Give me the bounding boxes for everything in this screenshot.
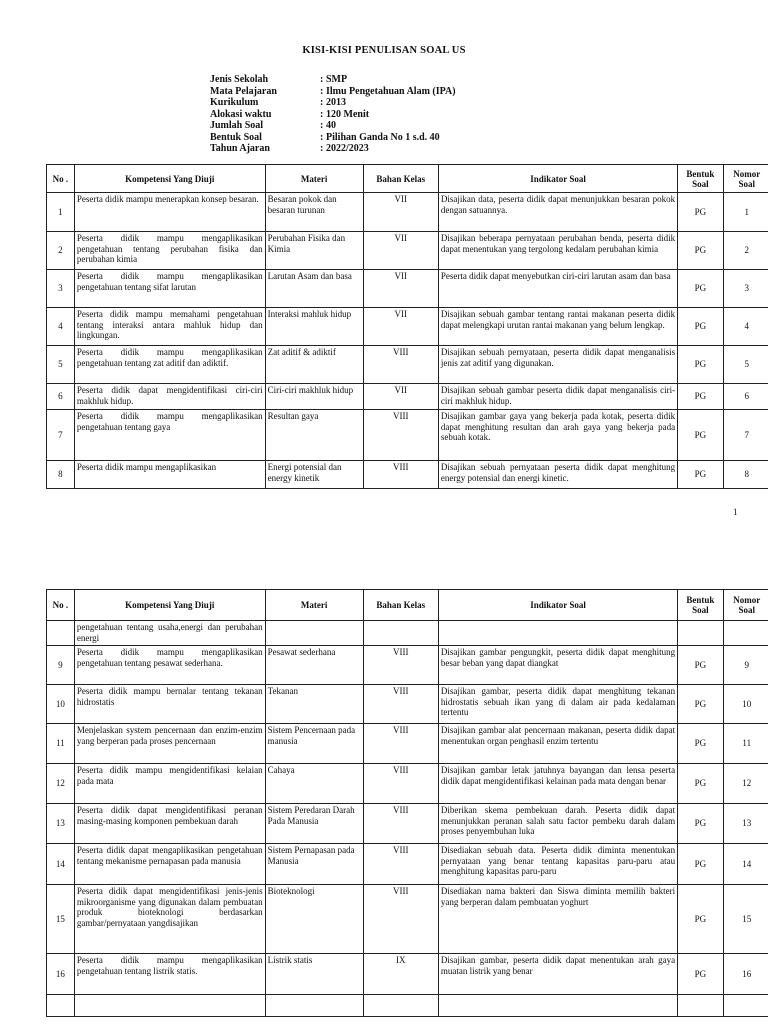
cell-materi: Larutan Asam dan basa xyxy=(265,270,363,308)
table-row xyxy=(47,270,768,308)
table-row xyxy=(47,308,768,346)
cell-kelas: VII xyxy=(363,193,438,232)
cell-kompetensi: Peserta didik mampu memahami pengetahuan tentang interaksi antara mahluk hidup dan lingkungan. xyxy=(74,308,265,346)
header-indikator: Indikator Soal xyxy=(438,590,677,621)
cell-nomor: 8 xyxy=(723,461,768,489)
cell-materi: Energi potensial dan energy kinetik xyxy=(265,461,363,489)
cell-nomor: 2 xyxy=(723,232,768,270)
cell-no: 12 xyxy=(47,764,75,804)
cell-no: 16 xyxy=(47,954,75,995)
cell-nomor: 5 xyxy=(723,346,768,384)
header-no: No . xyxy=(47,165,75,193)
header-kelas: Bahan Kelas xyxy=(363,590,438,621)
cell-kompetensi xyxy=(74,995,265,1017)
cell-kompetensi: Menjelaskan system pencernaan dan enzim-enzim yang berperan pada proses pencernaan xyxy=(74,724,265,764)
cell-bentuk: PG xyxy=(678,844,723,885)
cell-bentuk: PG xyxy=(678,885,723,954)
meta-label: Tahun Ajaran xyxy=(210,143,270,154)
table-row xyxy=(47,804,768,844)
cell-materi: Perubahan Fisika dan Kimia xyxy=(265,232,363,270)
meta-label: Mata Pelajaran xyxy=(210,85,277,97)
cell-bentuk: PG xyxy=(678,461,723,489)
cell-materi xyxy=(265,621,363,646)
cell-bentuk: PG xyxy=(678,232,723,270)
header-materi: Materi xyxy=(265,590,363,621)
cell-kelas: VIII xyxy=(363,885,438,954)
cell-kompetensi: Peserta didik mampu mengaplikasikan xyxy=(74,461,265,489)
table-row xyxy=(47,685,768,724)
cell-nomor: 3 xyxy=(723,270,768,308)
cell-kompetensi: Peserta didik mampu mengaplikasikan pengetahuan tentang zat aditif dan adiktif. xyxy=(74,346,265,384)
cell-bentuk: PG xyxy=(678,346,723,384)
cell-nomor xyxy=(723,995,768,1017)
cell-kelas: VIII xyxy=(363,804,438,844)
meta-label: Jenis Sekolah xyxy=(210,74,269,85)
meta-label: Alokasi waktu xyxy=(210,108,272,120)
cell-indikator: Disajikan gambar, peserta didik dapat menghitung tekanan hidrostatis sebuah ikan yang di dalam air pada kedalaman tertentu xyxy=(438,685,677,724)
cell-kompetensi: Peserta didik mampu menerapkan konsep besaran. xyxy=(74,193,265,232)
cell-kompetensi: Peserta didik mampu mengaplikasikan pengetahuan tentang perubahan fisika dan perubahan kimia xyxy=(74,232,265,270)
meta-separator: : xyxy=(320,74,324,85)
cell-kompetensi: Peserta didik mampu mengaplikasikan pengetahuan tentang gaya xyxy=(74,410,265,461)
meta-row xyxy=(210,143,456,155)
cell-kompetensi: Peserta didik dapat mengidentifikasi peranan masing-masing komponen pembekuan darah xyxy=(74,804,265,844)
cell-no: 2 xyxy=(47,232,75,270)
cell-indikator: Diberikan skema pembekuan darah. Peserta didik dapat menunjukkan peranan salah satu factor pembeku darah dalam proses penyembuhan luka xyxy=(438,804,677,844)
cell-kelas: VII xyxy=(363,232,438,270)
cell-materi: Sistem Pernapasan pada Manusia xyxy=(265,844,363,885)
cell-materi: Bioteknologi xyxy=(265,885,363,954)
cell-kelas: VIII xyxy=(363,410,438,461)
meta-separator: : xyxy=(320,97,324,108)
cell-materi: Sistem Peredaran Darah Pada Manusia xyxy=(265,804,363,844)
cell-bentuk: PG xyxy=(678,410,723,461)
meta-value: 40 xyxy=(326,120,336,131)
header-nomor: Nomor Soal xyxy=(723,165,768,193)
table-row xyxy=(47,410,768,461)
cell-bentuk xyxy=(678,621,723,646)
cell-bentuk: PG xyxy=(678,685,723,724)
table-row xyxy=(47,621,768,646)
cell-nomor: 1 xyxy=(723,193,768,232)
cell-kompetensi: Peserta didik mampu mengidentifikasi kelaian pada mata xyxy=(74,764,265,804)
meta-value: Pilihan Ganda No 1 s.d. 40 xyxy=(326,131,440,143)
cell-materi: Besaran pokok dan besaran turunan xyxy=(265,193,363,232)
meta-separator: : xyxy=(320,143,324,154)
meta-row xyxy=(210,132,456,144)
cell-nomor xyxy=(723,621,768,646)
table-row xyxy=(47,724,768,764)
meta-value: SMP xyxy=(326,74,348,85)
cell-indikator: Disajikan sebuah gambar tentang rantai makanan peserta didik dapat melengkapi urutan rantai makanan yang belum lengkap. xyxy=(438,308,677,346)
cell-indikator: Disajikan sebuah gambar peserta didik dapat menganalisis ciri-ciri makhluk hidup. xyxy=(438,384,677,410)
meta-value: 2022/2023 xyxy=(326,143,369,154)
cell-bentuk: PG xyxy=(678,193,723,232)
table-row xyxy=(47,461,768,489)
cell-nomor: 6 xyxy=(723,384,768,410)
header-kelas: Bahan Kelas xyxy=(363,165,438,193)
question-grid-page-2 xyxy=(46,589,768,1017)
page-number: 1 xyxy=(733,507,738,517)
cell-kelas xyxy=(363,621,438,646)
table-row xyxy=(47,346,768,384)
cell-bentuk: PG xyxy=(678,954,723,995)
cell-nomor: 12 xyxy=(723,764,768,804)
meta-row xyxy=(210,109,456,121)
meta-row xyxy=(210,74,456,86)
cell-indikator: Disajikan gambar alat pencernaan makanan, peserta didik dapat menentukan organ penghasil enzim tertentu xyxy=(438,724,677,764)
cell-nomor: 10 xyxy=(723,685,768,724)
table-row xyxy=(47,954,768,995)
header-bentuk: Bentuk Soal xyxy=(678,165,723,193)
cell-no: 3 xyxy=(47,270,75,308)
cell-bentuk: PG xyxy=(678,764,723,804)
cell-kelas: IX xyxy=(363,954,438,995)
cell-kelas: VIII xyxy=(363,646,438,685)
meta-row xyxy=(210,120,456,132)
cell-indikator: Disajikan gambar gaya yang bekerja pada kotak, peserta didik dapat menghitung resultan dan arah gaya yang bekerja pada sebuah kotak. xyxy=(438,410,677,461)
cell-indikator: Disajikan sebuah pernyataan, peserta didik dapat menganalisis jenis zat aditif yang digunakan. xyxy=(438,346,677,384)
cell-bentuk: PG xyxy=(678,308,723,346)
cell-indikator: Disajikan sebuah pernyataan peserta didik dapat menghitung energy potensial dan energi kinetic. xyxy=(438,461,677,489)
cell-nomor: 15 xyxy=(723,885,768,954)
question-grid-page-1 xyxy=(46,164,768,489)
cell-kompetensi: Peserta didik mampu mengaplikasikan pengetahuan tentang pesawat sederhana. xyxy=(74,646,265,685)
cell-materi xyxy=(265,995,363,1017)
cell-kelas: VIII xyxy=(363,844,438,885)
cell-kompetensi: Peserta didik mampu bernalar tentang tekanan hidrostatis xyxy=(74,685,265,724)
cell-nomor: 16 xyxy=(723,954,768,995)
meta-value: 120 Menit xyxy=(326,108,370,120)
cell-bentuk: PG xyxy=(678,270,723,308)
cell-kelas: VIII xyxy=(363,346,438,384)
cell-no: 14 xyxy=(47,844,75,885)
meta-separator: : xyxy=(320,108,324,120)
cell-no: 15 xyxy=(47,885,75,954)
cell-no: 9 xyxy=(47,646,75,685)
cell-kelas xyxy=(363,995,438,1017)
cell-kompetensi: Peserta didik dapat mengidentifikasi jenis-jenis mikroorganisme yang digunakan dalam pembuatan produk bioteknologi berdasarkan gambar/pernyataan yangdisajikan xyxy=(74,885,265,954)
cell-no: 10 xyxy=(47,685,75,724)
meta-separator: : xyxy=(320,131,324,143)
cell-no xyxy=(47,995,75,1017)
cell-no: 11 xyxy=(47,724,75,764)
cell-indikator: Disajikan gambar pengungkit, peserta didik dapat menghitung besar beban yang dapat diangkat xyxy=(438,646,677,685)
header-no: No . xyxy=(47,590,75,621)
table-row xyxy=(47,995,768,1017)
table-row xyxy=(47,384,768,410)
table-row xyxy=(47,193,768,232)
cell-nomor: 13 xyxy=(723,804,768,844)
cell-kelas: VII xyxy=(363,308,438,346)
cell-no: 1 xyxy=(47,193,75,232)
cell-materi: Listrik statis xyxy=(265,954,363,995)
header-kompetensi: Kompetensi Yang Diuji xyxy=(74,590,265,621)
cell-nomor: 14 xyxy=(723,844,768,885)
header-materi: Materi xyxy=(265,165,363,193)
cell-bentuk: PG xyxy=(678,646,723,685)
cell-indikator: Disajikan beberapa pernyataan perubahan benda, peserta didik dapat menentukan yang tergolong kedalam perubahan kimia xyxy=(438,232,677,270)
cell-bentuk: PG xyxy=(678,804,723,844)
meta-row xyxy=(210,97,456,109)
cell-no: 4 xyxy=(47,308,75,346)
cell-nomor: 11 xyxy=(723,724,768,764)
cell-nomor: 4 xyxy=(723,308,768,346)
table-row xyxy=(47,885,768,954)
cell-materi: Ciri-ciri makhluk hidup xyxy=(265,384,363,410)
meta-row xyxy=(210,86,456,98)
cell-indikator: Disediakan nama bakteri dan Siswa diminta memilih bakteri yang berperan dalam pembuatan yoghurt xyxy=(438,885,677,954)
cell-materi: Sistem Pencernaan pada manusia xyxy=(265,724,363,764)
meta-label: Bentuk Soal xyxy=(210,131,262,143)
cell-kompetensi: Peserta didik mampu mengaplikasikan pengetahuan tentang sifat larutan xyxy=(74,270,265,308)
document-meta xyxy=(210,74,456,155)
cell-indikator: Disediakan sebuah data. Peserta didik diminta menentukan pernyataan yang benar tentang kapasitas paru-paru atau menghitung kapasitas paru-paru xyxy=(438,844,677,885)
cell-kompetensi: Peserta didik dapat mengaplikasikan pengetahuan tentang mekanisme pernapasan pada manusia xyxy=(74,844,265,885)
header-indikator: Indikator Soal xyxy=(438,165,677,193)
cell-no: 8 xyxy=(47,461,75,489)
cell-no: 13 xyxy=(47,804,75,844)
table-row xyxy=(47,764,768,804)
cell-materi: Cahaya xyxy=(265,764,363,804)
cell-no: 6 xyxy=(47,384,75,410)
cell-no xyxy=(47,621,75,646)
cell-kelas: VIII xyxy=(363,764,438,804)
cell-materi: Resultan gaya xyxy=(265,410,363,461)
header-kompetensi: Kompetensi Yang Diuji xyxy=(74,165,265,193)
cell-indikator: Peserta didik dapat menyebutkan ciri-ciri larutan asam dan basa xyxy=(438,270,677,308)
cell-nomor: 9 xyxy=(723,646,768,685)
cell-bentuk xyxy=(678,995,723,1017)
cell-indikator: Disajikan gambar, peserta didik dapat menentukan arah gaya muatan listrik yang benar xyxy=(438,954,677,995)
cell-materi: Tekanan xyxy=(265,685,363,724)
cell-kelas: VII xyxy=(363,384,438,410)
cell-no: 7 xyxy=(47,410,75,461)
meta-value: 2013 xyxy=(326,97,346,108)
cell-indikator: Disajikan data, peserta didik dapat menunjukkan besaran pokok dengan satuannya. xyxy=(438,193,677,232)
meta-label: Kurikulum xyxy=(210,97,259,108)
cell-kompetensi: pengetahuan tentang usaha,energi dan perubahan energi xyxy=(74,621,265,646)
meta-label: Jumlah Soal xyxy=(210,120,264,131)
cell-nomor: 7 xyxy=(723,410,768,461)
table-row xyxy=(47,646,768,685)
table-row xyxy=(47,844,768,885)
cell-indikator xyxy=(438,995,677,1017)
cell-bentuk: PG xyxy=(678,724,723,764)
cell-kelas: VII xyxy=(363,270,438,308)
cell-kompetensi: Peserta didik dapat mengidentifikasi ciri-ciri makhluk hidup. xyxy=(74,384,265,410)
table-row xyxy=(47,232,768,270)
header-nomor: Nomor Soal xyxy=(723,590,768,621)
cell-bentuk: PG xyxy=(678,384,723,410)
cell-kelas: VIII xyxy=(363,724,438,764)
cell-materi: Interaksi mahluk hidup xyxy=(265,308,363,346)
meta-separator: : xyxy=(320,85,324,97)
cell-kompetensi: Peserta didik mampu mengaplikasikan pengetahuan tentang listrik statis. xyxy=(74,954,265,995)
cell-indikator: Disajikan gambar letak jatuhnya bayangan dan lensa peserta didik dapat mengidentifikasi kelainan pada mata dengan benar xyxy=(438,764,677,804)
meta-separator: : xyxy=(320,120,324,131)
cell-materi: Pesawat sederhana xyxy=(265,646,363,685)
cell-no: 5 xyxy=(47,346,75,384)
header-bentuk: Bentuk Soal xyxy=(678,590,723,621)
cell-kelas: VIII xyxy=(363,685,438,724)
cell-materi: Zat aditif & adiktif xyxy=(265,346,363,384)
cell-kelas: VIII xyxy=(363,461,438,489)
cell-indikator xyxy=(438,621,677,646)
page-title: KISI-KISI PENULISAN SOAL US xyxy=(302,45,466,56)
meta-value: Ilmu Pengetahuan Alam (IPA) xyxy=(326,85,456,97)
